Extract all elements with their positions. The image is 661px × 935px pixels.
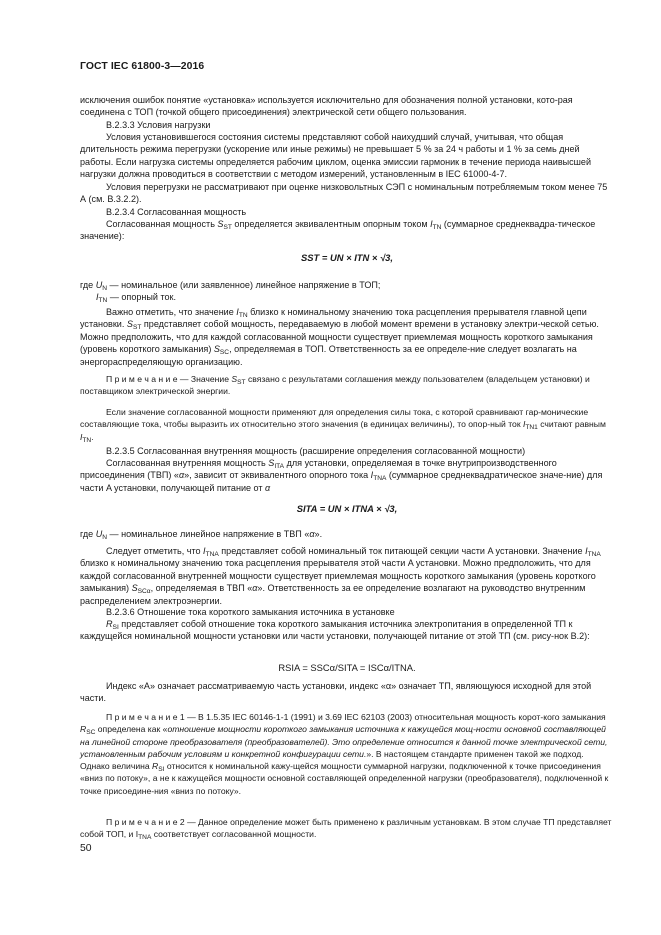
- where-un-line: где $U_N$ — номинальное (или заявленное) линейное напряжение в ТОП;: [80, 280, 381, 292]
- paragraph-index-meaning: Индекс «A» означает рассматриваемую часть установки, индекс «α» означает ТП, являющуюся исходной для этой части.: [80, 681, 592, 704]
- paragraph-itna-note: Следует отметить, что $I_{TNA}$ представляет собой номинальный ток питающей секции части A установки. Значение $I_{TNA}$ близко к номинальному значению тока расцепления прерывателя этой части A установки. Можно предположить, что для каждой согласованной внутренней мощности существует приемлемая мощность короткого замыкания (уровень короткого замыкания) $S_{SC\alpha}$, определяемая в ТВП «α». Ответственность за ее определение возлагают на руководство внутренним распределением электроэнергии.: [80, 546, 601, 606]
- formula-sst: SST = UN × ITN × √3,: [301, 252, 393, 263]
- note-2-application: П р и м е ч а н и е 2 — Данное определение может быть применено к различным установкам. В этом случае ТП представляет собой ТОП, и $I_{TNA}$ соответствует согласованной мощности.: [80, 817, 612, 842]
- note-sst-agreement: П р и м е ч а н и е — Значение $S_{ST}$ связано с результатами соглашения между пользователем (владельцем установки) и поставщиком электрической энергии.: [80, 374, 590, 397]
- paragraph-internal-power: Согласованная внутренняя мощность $S_{ITA}$ для установки, определяемая в точке внутрипроизводственного присоединения (ТВП) «α», зависит от эквивалентного опорного тока $I_{TNA}$ (суммарное среднеквадратическое значе-ние) для части A установки, получающей питание от α: [80, 458, 603, 493]
- heading-b233: B.2.3.3 Условия нагрузки: [106, 120, 211, 130]
- where-un-alpha-line: где $U_N$ — номинальное линейное напряжение в ТВП «α».: [80, 529, 323, 541]
- formula-sita: SITA = UN × ITNA × √3,: [296, 503, 398, 514]
- where-itn-line: $I_{TN}$ — опорный ток.: [96, 292, 176, 304]
- document-header: ГОСТ IEC 61800-3—2016: [80, 61, 205, 72]
- paragraph-load-conditions: Условия установившегося состояния системы представляют собой наихудший случай, учитывая, что общая длительность режима перегрузки (ускорение или иные режимы) не превышает 5 % за 24 ч работы и 1 % за семь дней работы. Если нагрузка системы определяется рабочим циклом, оценка эмиссии гармоник в течение периода наивысшей нагрузки должна проводиться в соответствии с методом измерений, установленным в IEC 61000-4-7.: [80, 132, 592, 180]
- heading-b236: B.2.3.6 Отношение тока короткого замыкания источника в установке: [106, 607, 395, 617]
- paragraph-itn-note: Важно отметить, что значение $I_{TN}$ близко к номинальному значению тока расцепления прерывателя главной цепи установки. $S_{ST}$ представляет собой мощность, передаваемую в любой момент времени в установку электри-ческой сетью. Можно предположить, что для каждой согласованной мощности существует приемлемая мощность короткого замыкания (уровень короткого замыкания) $S_{SC}$, определяемая в ТОП. Ответственность за ее определе-ние следует возлагать на энергораспределяющую организацию.: [80, 307, 599, 367]
- paragraph-rsi: $R_{SI}$ представляет собой отношение тока короткого замыкания источника электропитания в определенной ТП к каждущейся номинальной мощности установки или части установки, получающей питание от этой ТП (см. рису-нок B.2):: [80, 619, 590, 642]
- note-1-rsc-definition: П р и м е ч а н и е 1 — В 1.5.35 IEC 60146-1-1 (1991) и 3.69 IEC 62103 (2003) относительная мощность корот-кого замыкания $R_{SC}$ определена как «отношение мощности короткого замыкания источника к кажущейся мощ-ности основной составляющей на линейной стороне преобразователя (преобразователей). Это определение относится к данной точке электрической сети, установленным рабочим условиям и конкретной конфигурации сети.». В настоящем стандарте применен такой же подход. Однако величина $R_{SI}$ относится к номинальной кажу-щейся мощности суммарной нагрузки, подключенной к точке присоединения «вниз по потоку», а не к кажущейся мощности основной составляющей определенной нагрузки (преобразователя), подключенной к точке присоедине-ния «вниз по потоку».: [80, 712, 609, 796]
- heading-b235: B.2.3.5 Согласованная внутренняя мощность (расширение определения согласованной мощности): [106, 446, 526, 456]
- formula-rsia: RSIA = SSCα/SITA = ISCα/ITNA.: [278, 662, 416, 673]
- heading-b234: B.2.3.4 Согласованная мощность: [106, 207, 247, 217]
- paragraph-agreed-power: Согласованная мощность $S_{ST}$ определяется эквивалентным опорным током $I_{TN}$ (суммарное среднеквадра-тическое значение):: [80, 219, 596, 242]
- page-number: 50: [80, 843, 92, 854]
- note-harmonic-currents: Если значение согласованной мощности применяют для определения силы тока, с которой сравнивают гар-монические составляющие тока, чтобы выразить их относительно этого значения (в единицах величины), то опор-ный ток $I_{TN1}$ считают равным $I_{TN}$.: [80, 407, 606, 444]
- paragraph-installation-definition: исключения ошибок понятие «установка» используется исключительно для обозначения полной установки, кото-рая соединена с ТОП (точкой общего присоединения) электрической сети общего пользования.: [80, 95, 573, 118]
- paragraph-overload-conditions: Условия перегрузки не рассматривают при оценке низковольтных СЭП с номинальным потребляемым током менее 75 А (см. B.3.2.2).: [80, 182, 608, 205]
